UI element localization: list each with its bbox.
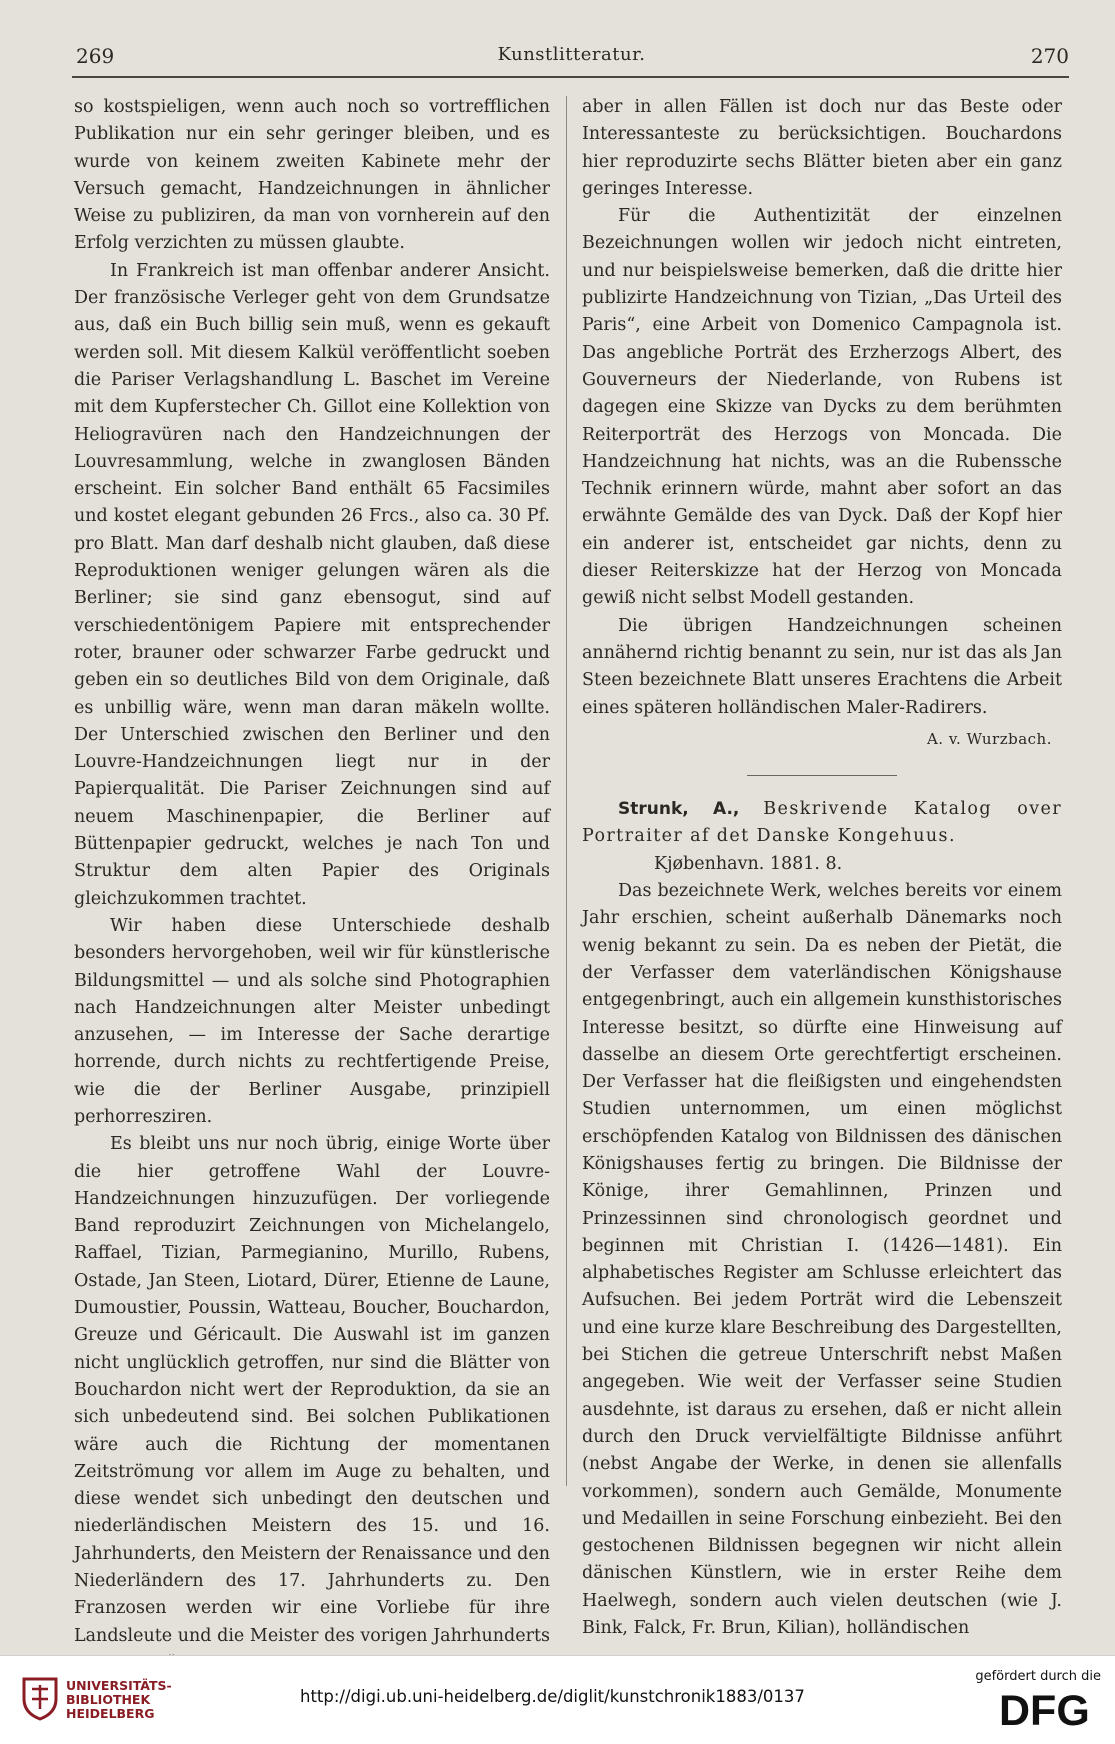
review-entry-heading: [582, 796, 1062, 878]
review-title: Beskrivende Katalog over Portraiter af det Danske Kongehuus.: [582, 799, 1062, 847]
page-number-right: 270: [1030, 44, 1069, 68]
university-seal-icon: [20, 1675, 60, 1721]
sponsor-label: gefördert durch die: [975, 1669, 1101, 1684]
paragraph: Wir haben diese Unterschiede deshalb besonders hervorgehoben, weil wir für künstlerische Bildungsmittel — und als solche sind Photographien nach Handzeichnungen alter Meister unbedingt anzusehen, — im Interesse der Sache derartige horrende, durch nichts zu rechtfertigende Preise, wie die der Berliner Ausgabe, prinzipiell perhorresziren.: [74, 915, 550, 1127]
library-name: [66, 1679, 172, 1721]
paragraph: Es bleibt uns nur noch übrig, einige Worte über die hier getroffene Wahl der Louvre-Handzeichnungen hinzuzufügen. Der vorliegende Band reproduzirt Zeichnungen von Michelangelo, Raffael, Tizian, Parmegianino, Murillo, Rubens, Ostade, Jan Steen, Liotard, Dürer, Etienne de Laune, Dumoustier, Poussin, Watteau, Boucher, Bouchardon, Greuze und Géricault. Die Auswahl ist im ganzen nicht unglücklich getroffen, nur sind die Blätter von Bouchardon nicht wert der Reproduktion, da sie an sich unbedeutend sind. Bei solchen Publikationen wäre auch die Richtung der momentanen Zeitströmung vor allem im Auge zu behalten, und diese wendet sich unbedingt den deutschen und niederländischen Meistern des 15. und 16. Jahrhunderts, den Meistern der Renaissance und den Niederländern des 17. Jahrhunderts zu. Den Franzosen werden wir eine Vorliebe für ihre Landsleute und die Meister des vorigen Jahrhunderts: [74, 1134, 550, 1646]
paragraph: Die übrigen Handzeichnungen scheinen annähernd richtig benannt zu sein, nur ist das als Jan Steen bezeichnete Blatt unseres Erachtens die Arbeit eines späteren holländischen Maler-Radirers.: [582, 615, 1062, 718]
page-header: [74, 44, 1069, 74]
paragraph: In Frankreich ist man offenbar anderer Ansicht. Der französische Verleger geht von dem Grundsatze aus, daß ein Buch billig sein muß, wenn es gekauft werden soll. Mit diesem Kalkül veröffentlicht soeben die Pariser Verlagshandlung L. Baschet im Vereine mit dem Kupferstecher Ch. Gillot eine Kollektion von Heliogravüren nach den Handzeichnungen der Louvresammlung, welche in zwanglosen Bänden erscheint. Ein solcher Band enthält 65 Facsimiles und kostet elegant gebunden 26 Frcs., also ca. 30 Pf. pro Blatt. Man darf deshalb nicht glauben, daß diese Reproduktionen weniger gelungen wären als die Berliner; sie sind ganz ebensogut, sind auf verschiedentönigem Papiere mit entsprechender roter, brauner oder schwarzer Farbe gedruckt und geben ein so deutliches Bild von dem Originale, daß es unbillig wäre, wenn man daran mäkeln wollte. Der Unterschied zwischen den Berliner und den Louvre-Handzeichnungen liegt nur in der Papierqualität. Die Pariser Zeichnungen sind auf neuem Maschinenpapier, die Berliner auf Büttenpapier gedruckt, welches je nach Ton und Struktur dem alten Papier des Originals gleichzukommen trachtet.: [74, 260, 550, 909]
page-number-left: 269: [76, 44, 115, 68]
paragraph: aber in allen Fällen ist doch nur das Beste oder Interessanteste zu berücksichtigen. Bouchardons hier reproduzirte sechs Blätter bieten aber ein ganz geringes Interesse.: [582, 97, 1062, 199]
paragraph: Das bezeichnete Werk, welches bereits vor einem Jahr erschien, scheint außerhalb Dänemarks noch wenig bekannt zu sein. Da es neben der Pietät, die der Verfasser dem vaterländischen Königshause entgegenbringt, auch ein allgemein kunsthistorisches Interesse besitzt, so dürfte eine Hinweisung auf dasselbe an diesem Orte gerechtfertigt erscheinen. Der Verfasser hat die fleißigsten und eingehendsten Studien unternommen, um einen möglichst erschöpfenden Katalog von Bildnissen des dänischen Königshauses fertig zu bringen. Die Bildnisse der Könige, ihrer Gemahlinnen, Prinzen und Prinzessinnen sind chronologisch geordnet und beginnen mit Christian I. (1426—1481). Ein alphabetisches Register am Schlusse erleichtert das Aufsuchen. Bei jedem Porträt wird die Lebenszeit und eine kurze klare Beschreibung des Dargestellten, bei Stichen die getreue Unterschrift nebst Maßen angegeben. Wie weit der Verfasser seine Studien ausdehnte, ist daraus zu ersehen, daß er nicht allein durch den Druck vervielfältigte Bildnisse anführt (nebst Angabe der Werke, in denen sie allenfalls vorkommen), sondern auch Gemälde, Monumente und Medaillen in seine Forschung einbezieht. Bei den gestochenen Bildnissen begegnen wir nicht allein dänischen Künstlern, wie in erster Reihe dem Haelwegh, sondern auch vielen deutschen (wie J. Bink, Falck, Fr. Brun, Kilian), holländischen: [582, 881, 1062, 1639]
review-author: Strunk, A.,: [618, 799, 740, 820]
library-name-line: BIBLIOTHEK: [66, 1692, 151, 1707]
source-url-link[interactable]: http://digi.ub.uni-heidelberg.de/diglit/kunstchronik1883/0137: [300, 1687, 805, 1706]
digitization-footer: [0, 1655, 1115, 1744]
running-title: Kunstlitteratur.: [497, 44, 646, 65]
left-column: [74, 94, 550, 1677]
footer-rule: [0, 1655, 1115, 1656]
paragraph: Für die Authentizität der einzelnen Bezeichnungen wollen wir jedoch nicht eintreten, und nur beispielsweise bemerken, daß die dritte hier publizirte Handzeichnung von Tizian, „Das Urteil des Paris“, eine Arbeit von Domenico Campagnola ist. Das angebliche Porträt des Erzherzogs Albert, des Gouverneurs der Niederlande, von Rubens ist dagegen eine Skizze van Dycks zu dem berühmten Reiterporträt des Herzogs von Moncada. Die Handzeichnung hat nichts, was an die Rubenssche Technik erinnern würde, mahnt aber sofort an das erwähnte Gemälde des van Dyck. Daß der Kopf hier ein anderer ist, entscheidet gar nichts, denn zu dieser Reiterskizze hat der Herzog von Moncada gewiß nicht selbst Modell gestanden.: [582, 206, 1062, 609]
paragraph: so kostspieligen, wenn auch noch so vortrefflichen Publikation nur ein sehr geringer bleiben, und es wurde von keinem zweiten Kabinete mehr der Versuch gemacht, Handzeichnungen in ähnlicher Weise zu publiziren, da man von vornherein auf den Erfolg verzichten zu müssen glaubte.: [74, 97, 550, 254]
library-name-line: UNIVERSITÄTS-: [66, 1678, 172, 1693]
header-rule: [72, 76, 1069, 78]
dfg-logo-text: DFG: [999, 1689, 1090, 1729]
library-name-line: HEIDELBERG: [66, 1706, 155, 1721]
dfg-logo-icon: [997, 1689, 1103, 1729]
author-signature: A. v. Wurzbach.: [926, 729, 1052, 748]
review-imprint: Kjøbenhavn. 1881. 8.: [654, 853, 843, 874]
right-column: [582, 94, 1062, 1642]
section-separator: [747, 775, 897, 776]
column-divider: [566, 96, 567, 1486]
